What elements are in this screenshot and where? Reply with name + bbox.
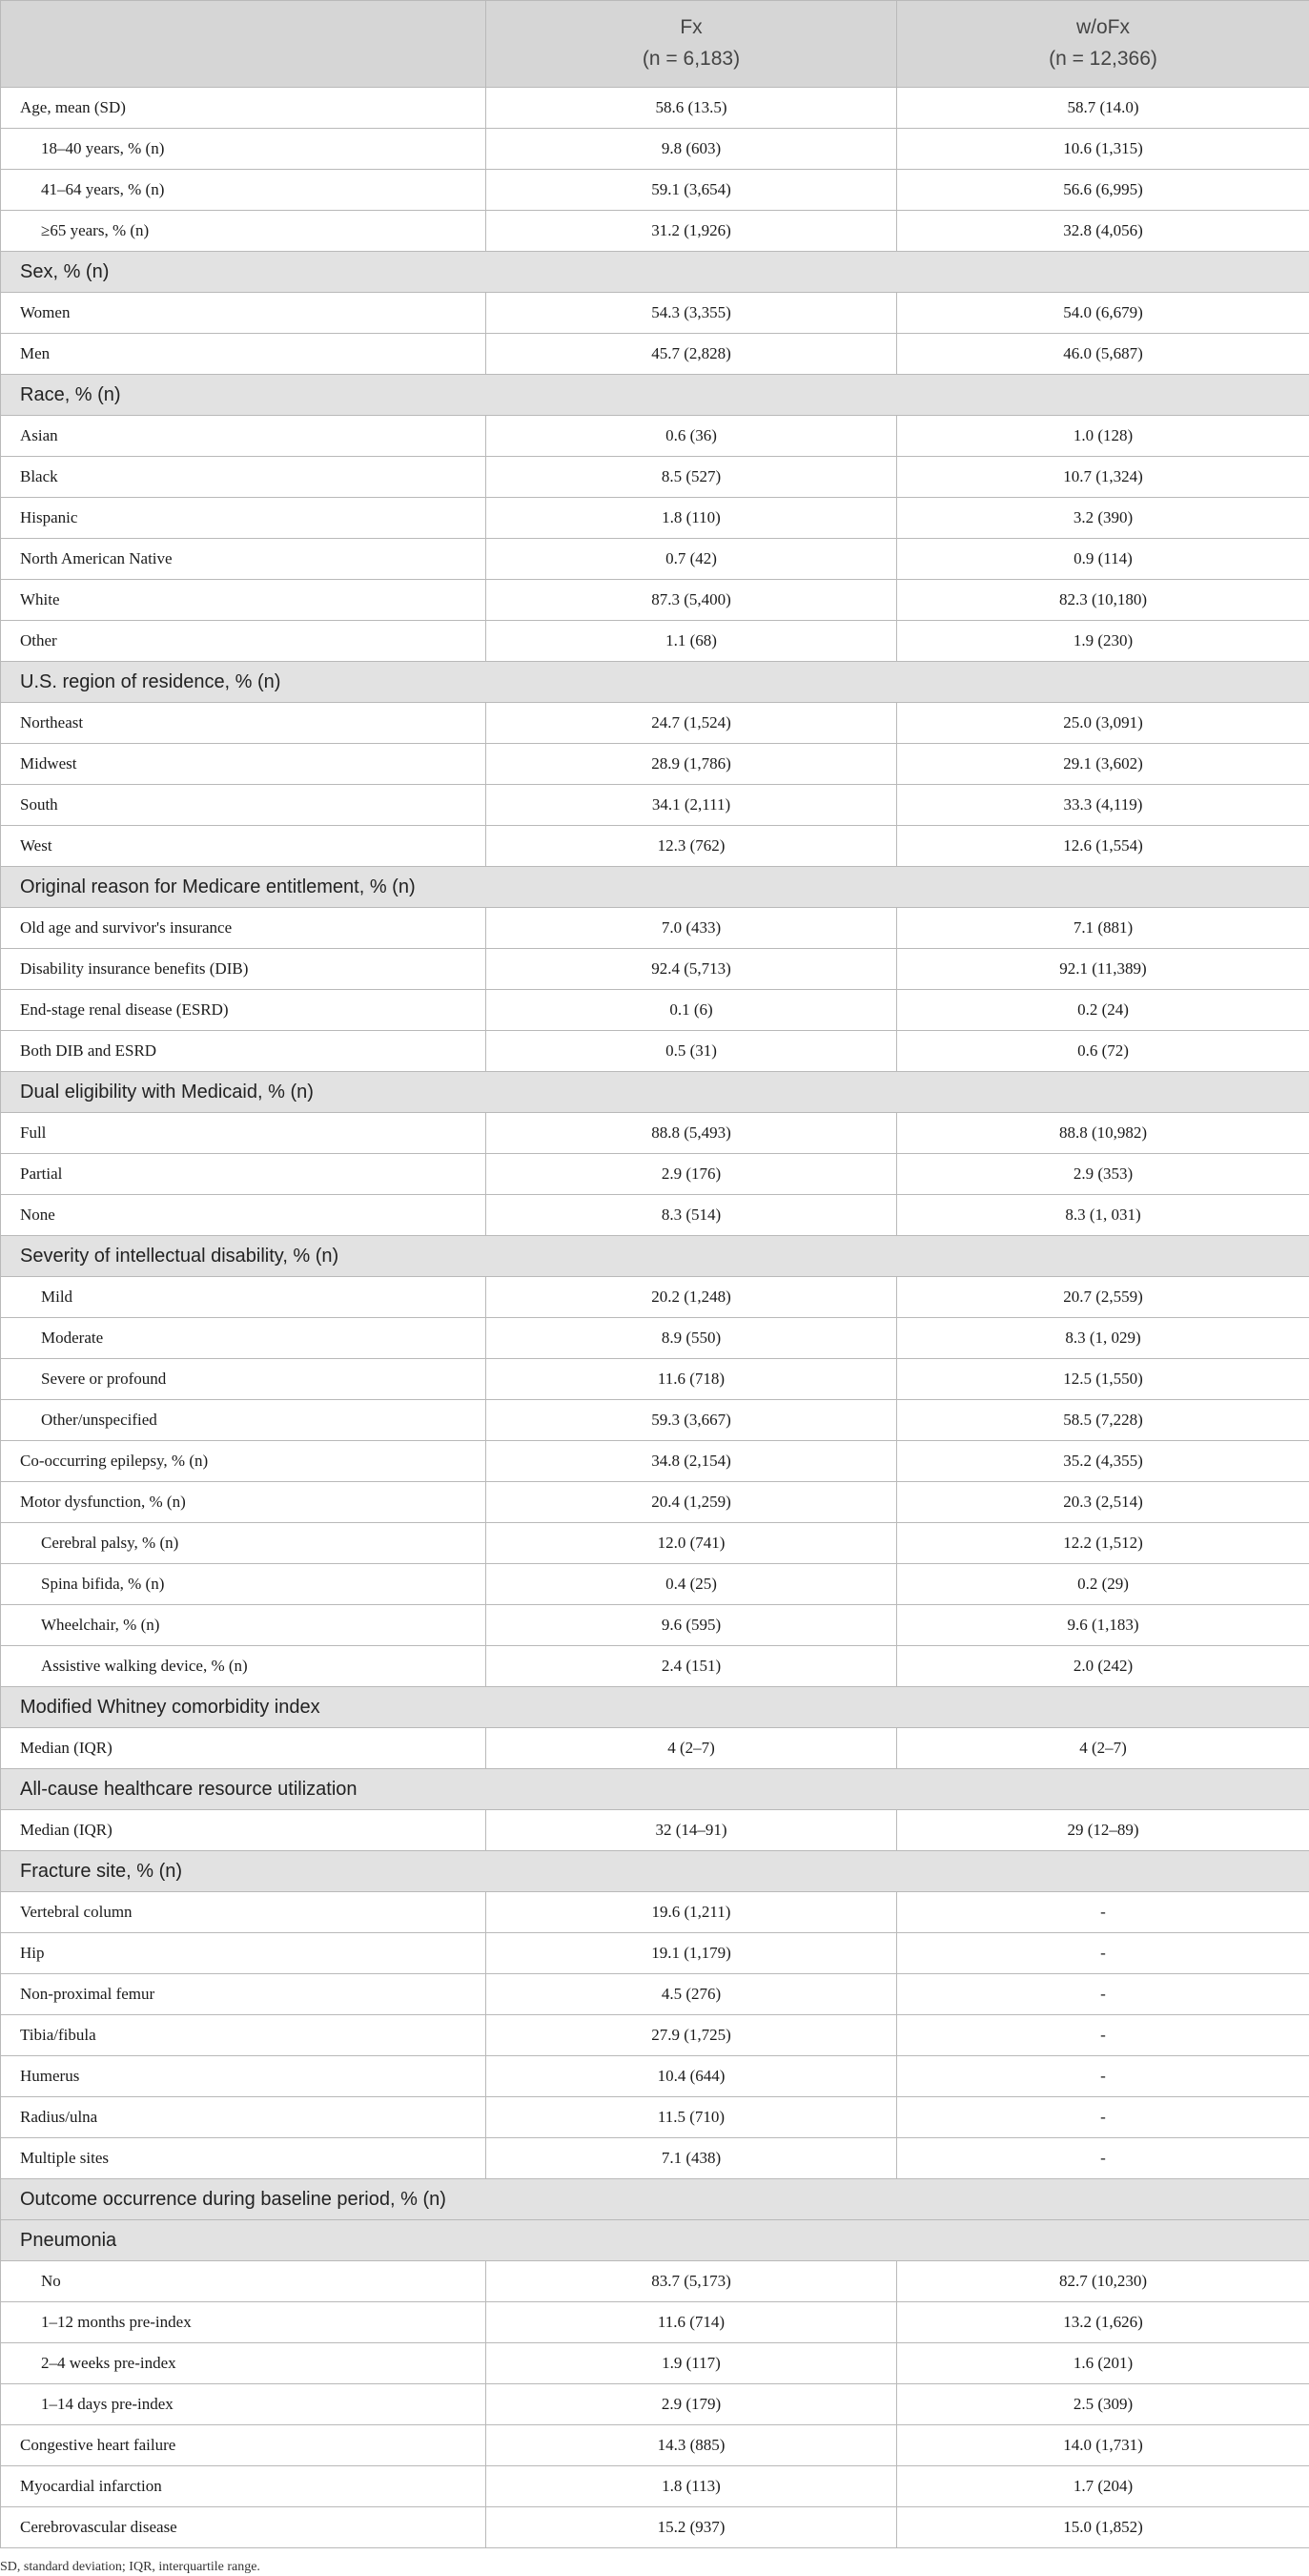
table-row (1, 1810, 1309, 1851)
row-label: Hispanic (1, 498, 486, 539)
row-label: Vertebral column (1, 1892, 486, 1933)
row-label: Other/unspecified (1, 1400, 486, 1441)
table-row (1, 293, 1309, 334)
table-row (1, 211, 1309, 252)
table-row (1, 1892, 1309, 1933)
table-row (1, 2343, 1309, 2384)
section-row (1, 375, 1309, 416)
fx-value: 1.8 (113) (486, 2466, 897, 2507)
fx-value: 32 (14–91) (486, 1810, 897, 1851)
wofx-value: 2.0 (242) (897, 1646, 1309, 1687)
fx-value: 45.7 (2,828) (486, 334, 897, 375)
table-row (1, 170, 1309, 211)
table-row (1, 334, 1309, 375)
row-label: 2–4 weeks pre-index (1, 2343, 486, 2384)
row-label: Women (1, 293, 486, 334)
section-row (1, 662, 1309, 703)
fx-value: 12.3 (762) (486, 826, 897, 867)
fx-value: 31.2 (1,926) (486, 211, 897, 252)
fx-value: 27.9 (1,725) (486, 2015, 897, 2056)
wofx-value: 0.9 (114) (897, 539, 1309, 580)
wofx-value: 8.3 (1, 029) (897, 1318, 1309, 1359)
fx-value: 11.6 (714) (486, 2302, 897, 2343)
row-label: Black (1, 457, 486, 498)
wofx-value: 2.9 (353) (897, 1154, 1309, 1195)
table-row (1, 1113, 1309, 1154)
section-row (1, 867, 1309, 908)
table-row (1, 129, 1309, 170)
section-title: Dual eligibility with Medicaid, % (n) (1, 1072, 1309, 1113)
wofx-value: 9.6 (1,183) (897, 1605, 1309, 1646)
table-row (1, 826, 1309, 867)
section-title: Fracture site, % (n) (1, 1851, 1309, 1892)
row-label: Old age and survivor's insurance (1, 908, 486, 949)
wofx-value: 35.2 (4,355) (897, 1441, 1309, 1482)
fx-value: 8.5 (527) (486, 457, 897, 498)
wofx-value: 82.7 (10,230) (897, 2261, 1309, 2302)
fx-value: 19.6 (1,211) (486, 1892, 897, 1933)
row-label: Full (1, 1113, 486, 1154)
header-fx-n: (n = 6,183) (642, 48, 741, 70)
table-footnote: SD, standard deviation; IQR, interquartile range. (0, 2560, 260, 2574)
section-title: Outcome occurrence during baseline period, % (n) (1, 2179, 1309, 2220)
row-label: West (1, 826, 486, 867)
row-label: North American Native (1, 539, 486, 580)
section-row (1, 1851, 1309, 1892)
wofx-value: 46.0 (5,687) (897, 334, 1309, 375)
table-row (1, 539, 1309, 580)
wofx-value: - (897, 2015, 1309, 2056)
row-label: Cerebral palsy, % (n) (1, 1523, 486, 1564)
row-label: End-stage renal disease (ESRD) (1, 990, 486, 1031)
table-row (1, 580, 1309, 621)
wofx-value: 0.2 (29) (897, 1564, 1309, 1605)
wofx-value: 29.1 (3,602) (897, 744, 1309, 785)
table-row (1, 1277, 1309, 1318)
wofx-value: 33.3 (4,119) (897, 785, 1309, 826)
fx-value: 4.5 (276) (486, 1974, 897, 2015)
table-row (1, 1318, 1309, 1359)
table-row (1, 949, 1309, 990)
table-row (1, 2056, 1309, 2097)
wofx-value: 1.9 (230) (897, 621, 1309, 662)
fx-value: 2.9 (176) (486, 1154, 897, 1195)
table-row (1, 744, 1309, 785)
row-label: Mild (1, 1277, 486, 1318)
section-row (1, 2179, 1309, 2220)
fx-value: 88.8 (5,493) (486, 1113, 897, 1154)
row-label: Co-occurring epilepsy, % (n) (1, 1441, 486, 1482)
table-row (1, 703, 1309, 744)
table-row (1, 416, 1309, 457)
fx-value: 24.7 (1,524) (486, 703, 897, 744)
table-row (1, 1441, 1309, 1482)
fx-value: 87.3 (5,400) (486, 580, 897, 621)
table-row (1, 621, 1309, 662)
header-wofx (897, 1, 1309, 88)
fx-value: 9.8 (603) (486, 129, 897, 170)
wofx-value: 1.6 (201) (897, 2343, 1309, 2384)
row-label: Cerebrovascular disease (1, 2507, 486, 2548)
wofx-value: 14.0 (1,731) (897, 2425, 1309, 2466)
fx-value: 4 (2–7) (486, 1728, 897, 1769)
table-row (1, 785, 1309, 826)
row-label: Multiple sites (1, 2138, 486, 2179)
table-row (1, 1031, 1309, 1072)
wofx-value: 8.3 (1, 031) (897, 1195, 1309, 1236)
table-header (1, 1, 1309, 88)
fx-value: 0.4 (25) (486, 1564, 897, 1605)
row-label: Both DIB and ESRD (1, 1031, 486, 1072)
row-label: Spina bifida, % (n) (1, 1564, 486, 1605)
section-row (1, 1236, 1309, 1277)
wofx-value: 10.6 (1,315) (897, 129, 1309, 170)
section-title: Severity of intellectual disability, % (n) (1, 1236, 1309, 1277)
fx-value: 19.1 (1,179) (486, 1933, 897, 1974)
fx-value: 1.9 (117) (486, 2343, 897, 2384)
fx-value: 10.4 (644) (486, 2056, 897, 2097)
row-label: Asian (1, 416, 486, 457)
fx-value: 0.7 (42) (486, 539, 897, 580)
wofx-value: 15.0 (1,852) (897, 2507, 1309, 2548)
fx-value: 92.4 (5,713) (486, 949, 897, 990)
table-row (1, 498, 1309, 539)
wofx-value: 56.6 (6,995) (897, 170, 1309, 211)
fx-value: 20.2 (1,248) (486, 1277, 897, 1318)
row-label: South (1, 785, 486, 826)
row-label: Motor dysfunction, % (n) (1, 1482, 486, 1523)
wofx-value: - (897, 2138, 1309, 2179)
table-row (1, 88, 1309, 129)
wofx-value: 10.7 (1,324) (897, 457, 1309, 498)
fx-value: 1.1 (68) (486, 621, 897, 662)
row-label: Disability insurance benefits (DIB) (1, 949, 486, 990)
table-row (1, 1933, 1309, 1974)
row-label: Northeast (1, 703, 486, 744)
row-label: 41–64 years, % (n) (1, 170, 486, 211)
row-label: 18–40 years, % (n) (1, 129, 486, 170)
fx-value: 8.9 (550) (486, 1318, 897, 1359)
row-label: Humerus (1, 2056, 486, 2097)
wofx-value: 0.2 (24) (897, 990, 1309, 1031)
header-fx (486, 1, 897, 88)
fx-value: 34.1 (2,111) (486, 785, 897, 826)
wofx-value: 20.3 (2,514) (897, 1482, 1309, 1523)
fx-value: 11.6 (718) (486, 1359, 897, 1400)
fx-value: 14.3 (885) (486, 2425, 897, 2466)
table-row (1, 2507, 1309, 2548)
row-label: Partial (1, 1154, 486, 1195)
fx-value: 15.2 (937) (486, 2507, 897, 2548)
row-label: Radius/ulna (1, 2097, 486, 2138)
wofx-value: - (897, 1974, 1309, 2015)
fx-value: 83.7 (5,173) (486, 2261, 897, 2302)
wofx-value: 12.5 (1,550) (897, 1359, 1309, 1400)
section-title: Modified Whitney comorbidity index (1, 1687, 1309, 1728)
fx-value: 0.1 (6) (486, 990, 897, 1031)
wofx-value: 2.5 (309) (897, 2384, 1309, 2425)
wofx-value: 13.2 (1,626) (897, 2302, 1309, 2343)
section-row (1, 2220, 1309, 2261)
table-row (1, 1605, 1309, 1646)
table-row (1, 908, 1309, 949)
wofx-value: - (897, 2097, 1309, 2138)
wofx-value: - (897, 2056, 1309, 2097)
row-label: Hip (1, 1933, 486, 1974)
section-title: Original reason for Medicare entitlement, % (n) (1, 867, 1309, 908)
section-title: All-cause healthcare resource utilization (1, 1769, 1309, 1810)
table-row (1, 2097, 1309, 2138)
table-row (1, 1523, 1309, 1564)
wofx-value: 1.7 (204) (897, 2466, 1309, 2507)
row-label: Assistive walking device, % (n) (1, 1646, 486, 1687)
table-row (1, 457, 1309, 498)
wofx-value: 7.1 (881) (897, 908, 1309, 949)
fx-value: 54.3 (3,355) (486, 293, 897, 334)
fx-value: 2.4 (151) (486, 1646, 897, 1687)
table-row (1, 1564, 1309, 1605)
section-title: Sex, % (n) (1, 252, 1309, 293)
row-label: 1–14 days pre-index (1, 2384, 486, 2425)
wofx-value: 92.1 (11,389) (897, 949, 1309, 990)
wofx-value: - (897, 1933, 1309, 1974)
row-label: Myocardial infarction (1, 2466, 486, 2507)
table-row (1, 2466, 1309, 2507)
table-row (1, 1154, 1309, 1195)
header-fx-title: Fx (680, 16, 703, 39)
fx-value: 28.9 (1,786) (486, 744, 897, 785)
section-row (1, 1072, 1309, 1113)
header-wofx-n: (n = 12,366) (1049, 48, 1157, 70)
table-row (1, 2015, 1309, 2056)
section-row (1, 1687, 1309, 1728)
table-row (1, 990, 1309, 1031)
table-row (1, 1359, 1309, 1400)
wofx-value: 12.2 (1,512) (897, 1523, 1309, 1564)
row-label: ≥65 years, % (n) (1, 211, 486, 252)
row-label: None (1, 1195, 486, 1236)
fx-value: 2.9 (179) (486, 2384, 897, 2425)
row-label: Midwest (1, 744, 486, 785)
row-label: Median (IQR) (1, 1810, 486, 1851)
section-title: Pneumonia (1, 2220, 1309, 2261)
row-label: Wheelchair, % (n) (1, 1605, 486, 1646)
table-row (1, 1974, 1309, 2015)
table-row (1, 2384, 1309, 2425)
wofx-value: 0.6 (72) (897, 1031, 1309, 1072)
wofx-value: 58.5 (7,228) (897, 1400, 1309, 1441)
wofx-value: 3.2 (390) (897, 498, 1309, 539)
table-row (1, 1400, 1309, 1441)
wofx-value: 25.0 (3,091) (897, 703, 1309, 744)
fx-value: 59.1 (3,654) (486, 170, 897, 211)
wofx-value: 88.8 (10,982) (897, 1113, 1309, 1154)
wofx-value: - (897, 1892, 1309, 1933)
row-label: Severe or profound (1, 1359, 486, 1400)
fx-value: 9.6 (595) (486, 1605, 897, 1646)
section-title: Race, % (n) (1, 375, 1309, 416)
row-label: Age, mean (SD) (1, 88, 486, 129)
row-label: White (1, 580, 486, 621)
fx-value: 58.6 (13.5) (486, 88, 897, 129)
row-label: Moderate (1, 1318, 486, 1359)
row-label: Tibia/fibula (1, 2015, 486, 2056)
table-row (1, 1728, 1309, 1769)
table-row (1, 2302, 1309, 2343)
wofx-value: 4 (2–7) (897, 1728, 1309, 1769)
row-label: Men (1, 334, 486, 375)
table-row (1, 1195, 1309, 1236)
row-label: Median (IQR) (1, 1728, 486, 1769)
wofx-value: 32.8 (4,056) (897, 211, 1309, 252)
wofx-value: 54.0 (6,679) (897, 293, 1309, 334)
fx-value: 12.0 (741) (486, 1523, 897, 1564)
fx-value: 8.3 (514) (486, 1195, 897, 1236)
row-label: No (1, 2261, 486, 2302)
table-row (1, 1646, 1309, 1687)
wofx-value: 1.0 (128) (897, 416, 1309, 457)
row-label: Other (1, 621, 486, 662)
fx-value: 0.5 (31) (486, 1031, 897, 1072)
wofx-value: 20.7 (2,559) (897, 1277, 1309, 1318)
fx-value: 7.1 (438) (486, 2138, 897, 2179)
table-row (1, 1482, 1309, 1523)
header-wofx-title: w/oFx (1075, 16, 1130, 39)
fx-value: 7.0 (433) (486, 908, 897, 949)
fx-value: 20.4 (1,259) (486, 1482, 897, 1523)
wofx-value: 29 (12–89) (897, 1810, 1309, 1851)
table-body (1, 88, 1309, 2548)
section-title: U.S. region of residence, % (n) (1, 662, 1309, 703)
fx-value: 59.3 (3,667) (486, 1400, 897, 1441)
wofx-value: 12.6 (1,554) (897, 826, 1309, 867)
section-row (1, 1769, 1309, 1810)
fx-value: 34.8 (2,154) (486, 1441, 897, 1482)
table-row (1, 2138, 1309, 2179)
fx-value: 11.5 (710) (486, 2097, 897, 2138)
fx-value: 1.8 (110) (486, 498, 897, 539)
section-row (1, 252, 1309, 293)
row-label: Non-proximal femur (1, 1974, 486, 2015)
row-label: 1–12 months pre-index (1, 2302, 486, 2343)
table-row (1, 2425, 1309, 2466)
wofx-value: 82.3 (10,180) (897, 580, 1309, 621)
wofx-value: 58.7 (14.0) (897, 88, 1309, 129)
table-row (1, 2261, 1309, 2302)
row-label: Congestive heart failure (1, 2425, 486, 2466)
fx-value: 0.6 (36) (486, 416, 897, 457)
header-blank-cell (1, 1, 486, 88)
